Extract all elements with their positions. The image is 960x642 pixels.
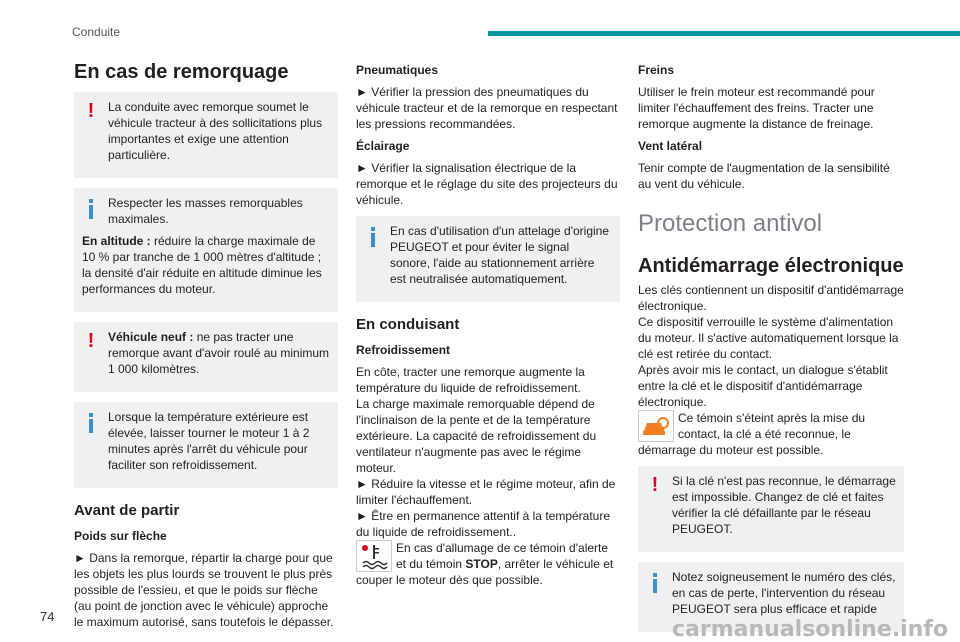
info-box (74, 402, 338, 488)
subsection-heading: Refroidissement (356, 343, 451, 357)
subsection-heading: Éclairage (356, 139, 410, 153)
section-title: Antidémarrage électronique (638, 255, 904, 277)
watermark: carmanualsonline.info (672, 617, 948, 642)
column-3 (638, 56, 904, 642)
column-2 (356, 56, 620, 588)
warning-icon: ! (87, 330, 95, 352)
header-accent-bar (488, 31, 960, 36)
body-text: Les clés contiennent un dispositif d'antidémarrage électronique. (638, 283, 904, 313)
body-text: ► Vérifier la pression des pneumatiques du véhicule tracteur et de la remorque en respectant les pressions recommandées. (356, 85, 618, 131)
info-text: Lorsque la température extérieure est élevée, laisser tourner le moteur 1 à 2 minutes après l'arrêt du véhicule pour faciliter son refroidissement. (108, 410, 310, 472)
subsection-heading: Poids sur flèche (74, 529, 167, 543)
immobilizer-key-icon (638, 410, 674, 442)
body-text: Utiliser le frein moteur est recommandé pour limiter l'échauffement des freins. Tracter une remorque augmente la distance de freinage. (638, 85, 875, 131)
warning-text: La conduite avec remorque soumet le véhicule tracteur à des sollicitations plus importantes et exige une attention particulière. (108, 100, 323, 162)
body-text: En côte, tracter une remorque augmente la température du liquide de refroidissement. (356, 365, 585, 395)
subsection-title: Avant de partir (74, 502, 180, 519)
body-text: Après avoir mis le contact, un dialogue s'établit entre la clé et le dispositif d'antidémarrage électronique. (638, 363, 888, 409)
body-text: Ce dispositif verrouille le système d'alimentation du moteur. Il s'active automatiquement lorsque la clé est retirée du contact. (638, 315, 899, 361)
warning-box (638, 466, 904, 552)
running-header: Conduite (72, 25, 121, 39)
indicator-paragraph: Ce témoin s'éteint après la mise du contact, la clé a été reconnue, le démarrage du moteur est possible. (638, 411, 866, 457)
body-text: ► Réduire la vitesse et le régime moteur, afin de limiter l'échauffement. (356, 477, 616, 507)
body-text: Tenir compte de l'augmentation de la sensibilité au vent du véhicule. (638, 161, 890, 191)
warning-text: Véhicule neuf : ne pas tracter une remorque avant d'avoir roulé au minimum 1 000 kilomètres. (108, 330, 330, 376)
warning-box (74, 92, 338, 178)
warning-box (74, 322, 338, 392)
body-text: La charge maximale remorquable dépend de l'inclinaison de la pente et de la température extérieure. La capacité de refroidissement du ventilateur n'augmente pas avec le régime moteur. (356, 397, 597, 475)
warning-text: Si la clé n'est pas reconnue, le démarrage est impossible. Changez de clé et faites vérifier la clé défaillante par le réseau PEUGEOT. (672, 474, 896, 536)
warning-icon: ! (651, 474, 659, 496)
warning-icon: ! (87, 100, 95, 122)
body-text: ► Dans la remorque, répartir la charge pour que les objets les plus lourds se trouvent le plus près possible de l'essieu, et que le poids sur flèche (au point de jonction avec le véhicule) approche le maximum autorisé, sans toutefois le dépasser. (74, 551, 334, 629)
info-text: Notez soigneusement le numéro des clés, en cas de perte, l'intervention du réseau PEUGEOT sera plus efficace et rapide (672, 570, 896, 616)
page-number: 74 (40, 609, 55, 624)
column-1 (74, 56, 338, 636)
info-box (74, 188, 338, 312)
info-box (356, 216, 620, 302)
alert-paragraph: En cas d'allumage de ce témoin d'alerte et du témoin STOP, arrêter le véhicule et couper le moteur dès que possible. (356, 541, 614, 587)
info-text: Respecter les masses remorquables maximales. (108, 196, 303, 226)
body-text: ► Vérifier la signalisation électrique de la remorque et le réglage du site des projecteurs du véhicule. (356, 161, 618, 207)
section-title: En cas de remorquage (74, 61, 289, 83)
info-text: En cas d'utilisation d'un attelage d'origine PEUGEOT et pour éviter le signal sonore, l'aide au stationnement arrière est neutralisée automatiquement. (390, 224, 610, 286)
info-icon (86, 411, 96, 433)
coolant-temperature-icon (356, 540, 392, 572)
subsection-title: En conduisant (356, 316, 460, 333)
chapter-title: Protection antivol (638, 210, 823, 237)
subsection-heading: Vent latéral (638, 139, 703, 153)
subsection-heading: Pneumatiques (356, 63, 439, 77)
info-icon (368, 225, 378, 247)
info-icon (650, 571, 660, 593)
info-text-altitude: En altitude : réduire la charge maximale de 10 % par tranche de 1 000 mètres d'altitude ; la densité d'air réduite en altitude diminue les performances du moteur. (82, 234, 322, 296)
info-icon (86, 197, 96, 219)
subsection-heading: Freins (638, 63, 675, 77)
body-text: ► Être en permanence attentif à la température du liquide de refroidissement.. (356, 509, 611, 539)
